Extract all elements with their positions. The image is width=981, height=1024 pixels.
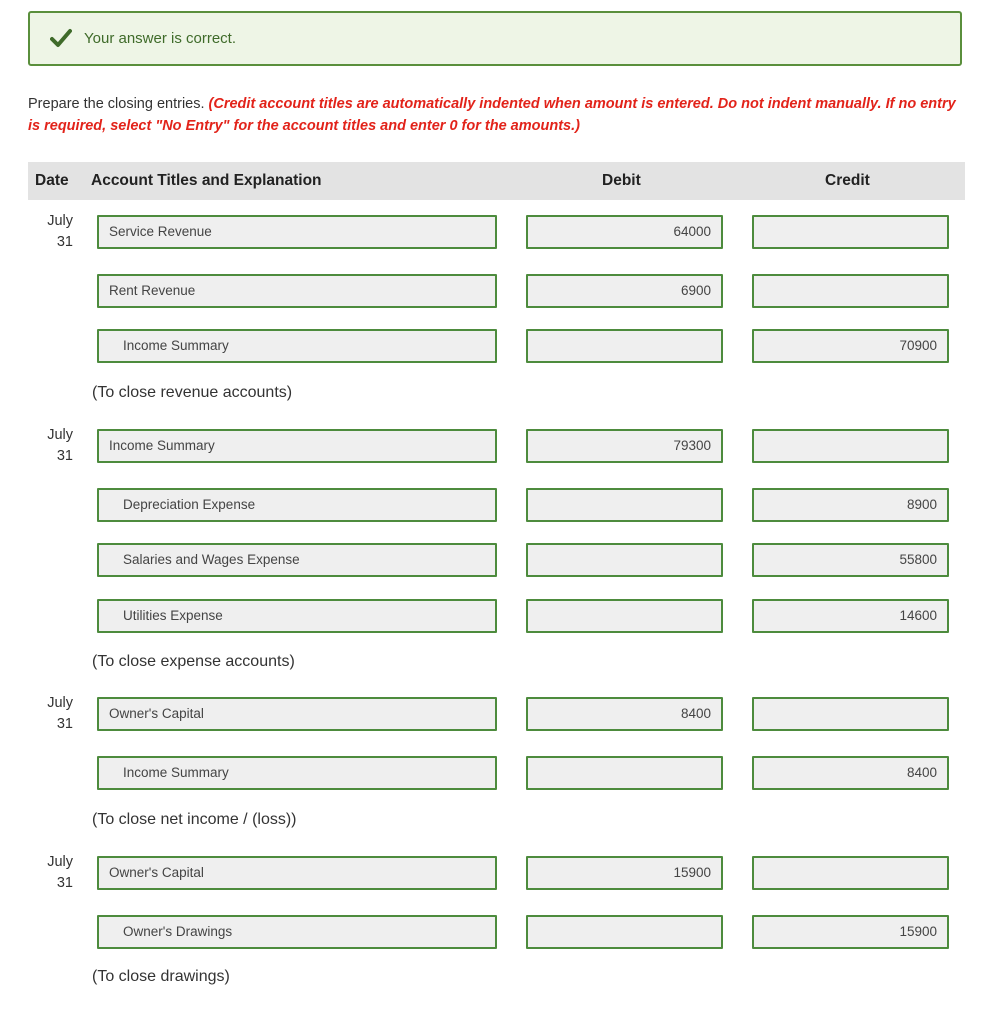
account-title-field[interactable]: Income Summary (97, 329, 497, 363)
header-account: Account Titles and Explanation (91, 172, 322, 189)
account-title-field[interactable]: Service Revenue (97, 215, 497, 249)
credit-field[interactable] (752, 215, 949, 249)
credit-field[interactable]: 15900 (752, 915, 949, 949)
account-title-field[interactable]: Owner's Drawings (97, 915, 497, 949)
credit-field[interactable]: 55800 (752, 543, 949, 577)
table-header (28, 162, 965, 200)
credit-field[interactable]: 8900 (752, 488, 949, 522)
debit-field[interactable] (526, 599, 723, 633)
credit-field[interactable] (752, 274, 949, 308)
debit-field[interactable]: 8400 (526, 697, 723, 731)
date-day: 31 (56, 234, 73, 250)
header-date: Date (35, 172, 69, 189)
entry-date (28, 425, 73, 467)
account-title-field[interactable]: Owner's Capital (97, 697, 497, 731)
checkmark-icon (50, 27, 72, 49)
date-month: July (47, 213, 73, 229)
instructions-lead: Prepare the closing entries. (28, 96, 205, 112)
credit-field[interactable] (752, 697, 949, 731)
account-title-field[interactable]: Depreciation Expense (97, 488, 497, 522)
debit-field[interactable] (526, 329, 723, 363)
header-debit: Debit (602, 172, 641, 189)
credit-field[interactable]: 70900 (752, 329, 949, 363)
instructions (28, 93, 958, 137)
account-title-field[interactable]: Owner's Capital (97, 856, 497, 890)
answer-correct-banner (28, 11, 962, 66)
credit-field[interactable]: 14600 (752, 599, 949, 633)
credit-field[interactable] (752, 429, 949, 463)
date-month: July (47, 854, 73, 870)
debit-field[interactable]: 6900 (526, 274, 723, 308)
account-title-field[interactable]: Utilities Expense (97, 599, 497, 633)
entry-explanation: (To close expense accounts) (92, 653, 295, 670)
debit-field[interactable]: 15900 (526, 856, 723, 890)
date-day: 31 (56, 448, 73, 464)
debit-field[interactable] (526, 756, 723, 790)
entry-date (28, 852, 73, 894)
header-credit: Credit (825, 172, 870, 189)
account-title-field[interactable]: Income Summary (97, 429, 497, 463)
debit-field[interactable] (526, 488, 723, 522)
entry-date (28, 211, 73, 253)
account-title-field[interactable]: Income Summary (97, 756, 497, 790)
date-day: 31 (56, 875, 73, 891)
date-month: July (47, 427, 73, 443)
debit-field[interactable]: 64000 (526, 215, 723, 249)
debit-field[interactable]: 79300 (526, 429, 723, 463)
instructions-note: (Credit account titles are automatically indented when amount is entered. Do not indent manually. If no entry is required, select "No Entry" for the account titles and enter 0 for the amounts.) (28, 96, 956, 134)
entry-explanation: (To close net income / (loss)) (92, 811, 297, 828)
account-title-field[interactable]: Rent Revenue (97, 274, 497, 308)
entry-explanation: (To close drawings) (92, 968, 230, 985)
credit-field[interactable] (752, 856, 949, 890)
debit-field[interactable] (526, 543, 723, 577)
date-month: July (47, 695, 73, 711)
entry-explanation: (To close revenue accounts) (92, 384, 293, 401)
credit-field[interactable]: 8400 (752, 756, 949, 790)
debit-field[interactable] (526, 915, 723, 949)
banner-message: Your answer is correct. (84, 30, 237, 47)
account-title-field[interactable]: Salaries and Wages Expense (97, 543, 497, 577)
entry-date (28, 693, 73, 735)
date-day: 31 (56, 716, 73, 732)
